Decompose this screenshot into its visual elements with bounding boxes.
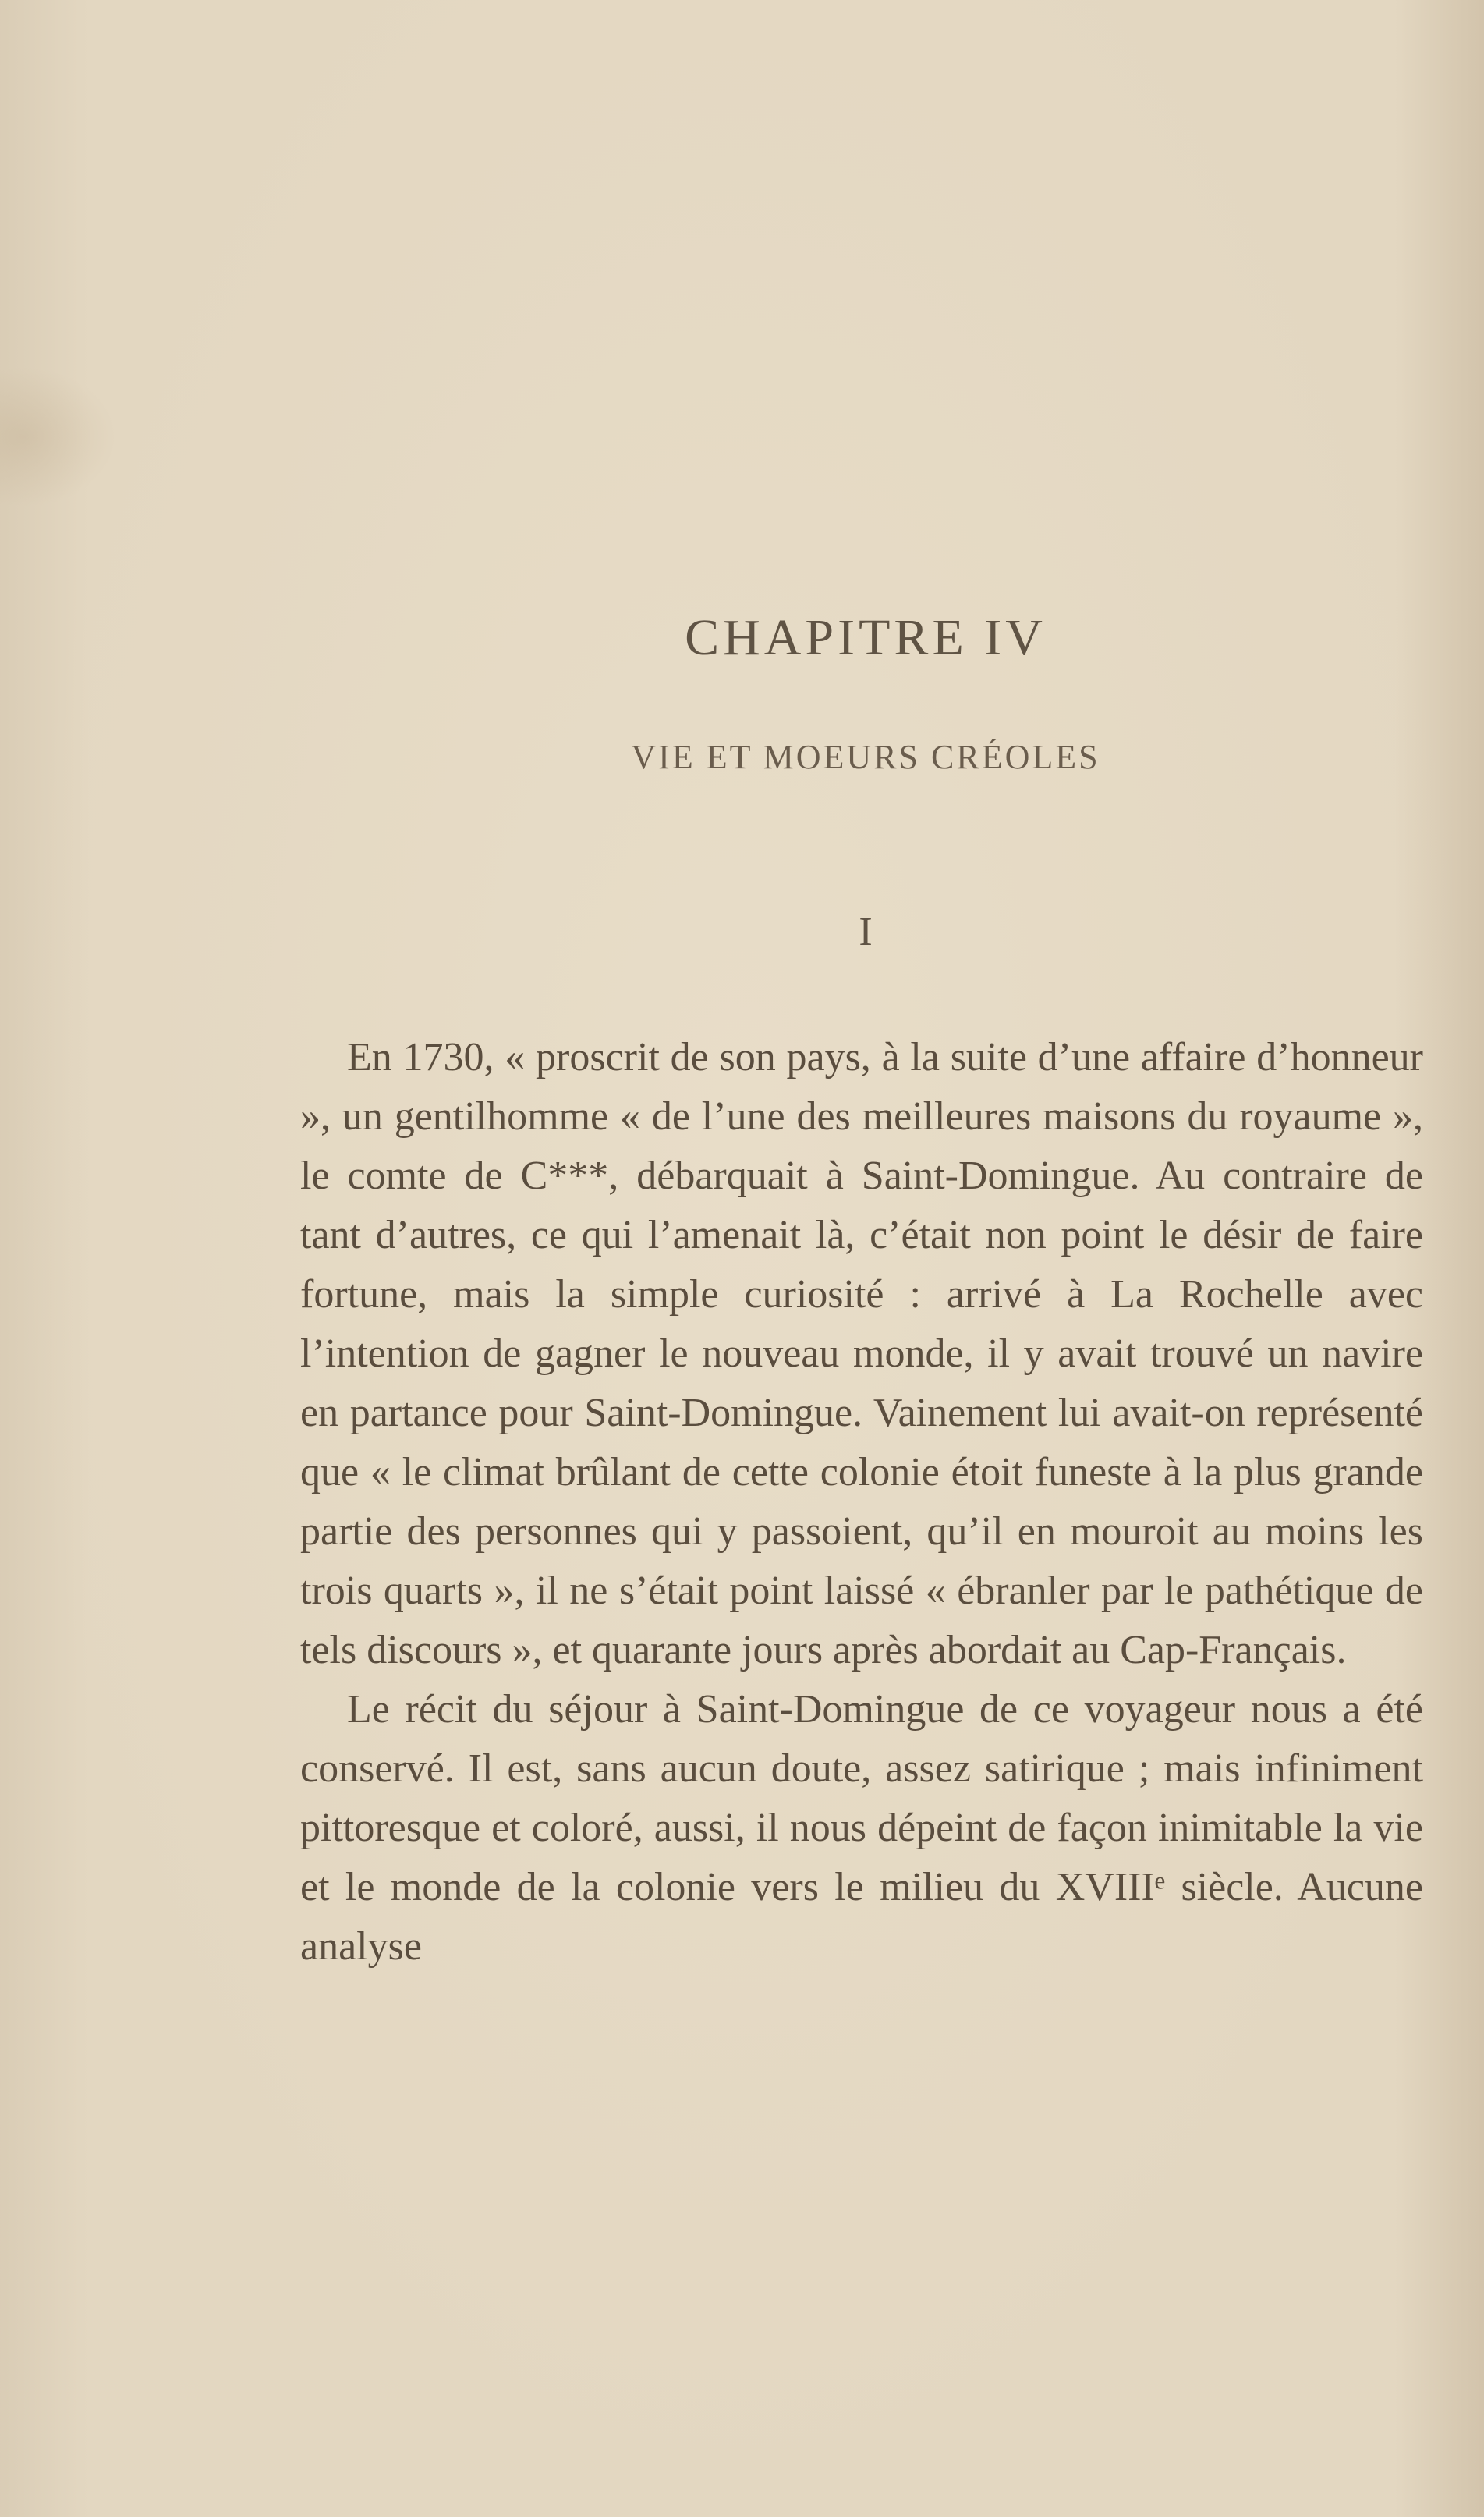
body-text bbox=[300, 1028, 1423, 1976]
chapter-subtitle: VIE ET MOEURS CRÉOLES bbox=[631, 738, 1100, 776]
paper-stain bbox=[0, 367, 117, 507]
section-number: I bbox=[859, 909, 873, 954]
chapter-title: CHAPITRE IV bbox=[685, 609, 1047, 666]
paragraph-2: Le récit du séjour à Saint-Domingue de ce voyageur nous a été conservé. Il est, sans aucun doute, assez satirique ; mais infiniment pittoresque et coloré, aussi, il nous dépeint de façon inimitable la vie et le monde de la colonie vers le milieu du XVIIIᵉ siècle. Aucune analyse bbox=[300, 1687, 1423, 1969]
paragraph-1: En 1730, « proscrit de son pays, à la suite d’une affaire d’honneur », un gentilhomme « de l’une des meilleures maisons du royaume », le comte de C***, débarquait à Saint-Domingue. Au contraire de tant d’autres, ce qui l’amenait là, c’était non point le désir de faire fortune, mais la simple curiosité : arrivé à La Rochelle avec l’intention de gagner le nouveau monde, il y avait trouvé un navire en partance pour Saint-Domingue. Vainement lui avait-on représenté que « le climat brûlant de cette colonie étoit funeste à la plus grande partie des personnes qui y passoient, qu’il en mouroit au moins les trois quarts », il ne s’était point laissé « ébranler par le pathétique de tels discours », et quarante jours après abordait au Cap-Français. bbox=[300, 1035, 1423, 1672]
